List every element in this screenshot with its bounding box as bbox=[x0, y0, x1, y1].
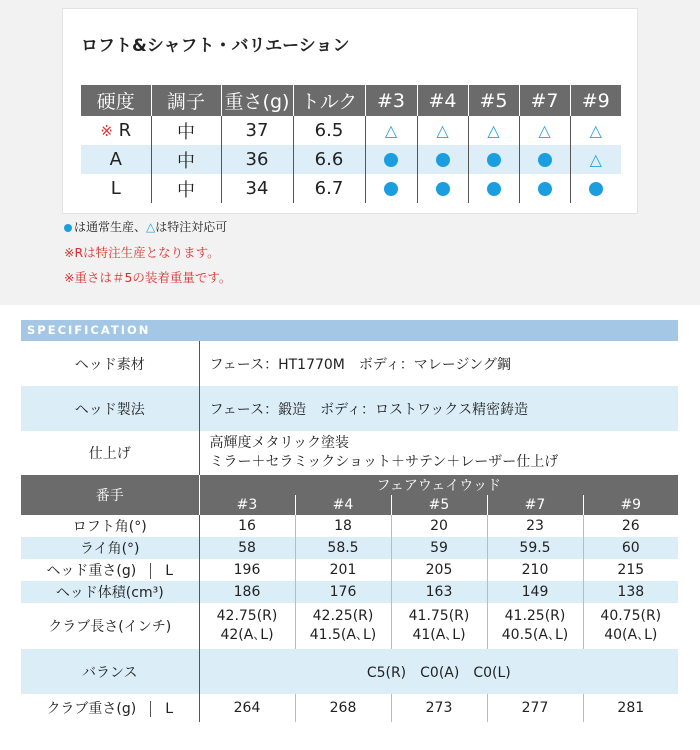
legend-dot-text: は通常生産、 bbox=[74, 220, 147, 234]
head-weight-label bbox=[21, 559, 199, 581]
loft-header-row bbox=[81, 85, 621, 116]
header-no9: #9 bbox=[570, 85, 621, 116]
triangle-icon: △ bbox=[589, 121, 602, 140]
finish-value-line2: ミラー＋セラミックショット＋サテン＋レーザー仕上げ bbox=[209, 454, 559, 470]
note-weight: ※重さは＃5の装着重量です。 bbox=[64, 270, 232, 285]
loft-value: 18 bbox=[295, 515, 391, 537]
head-weight-value: 201 bbox=[295, 559, 391, 581]
spec-row-club-weight bbox=[21, 694, 678, 722]
volume-value: 186 bbox=[199, 581, 295, 603]
dot-icon bbox=[436, 182, 450, 196]
triangle-icon: △ bbox=[487, 121, 500, 140]
flex-cell: 中 bbox=[151, 174, 221, 203]
balance-label: バランス bbox=[21, 649, 199, 694]
avail-cell bbox=[519, 116, 570, 145]
note-special-order: ※Rは特注生産となります。 bbox=[64, 245, 220, 260]
avail-cell bbox=[417, 116, 468, 145]
head-weight-sub: L bbox=[165, 563, 174, 579]
avail-cell bbox=[468, 145, 519, 174]
length-r: 42.75(R) bbox=[216, 608, 278, 624]
special-order-mark: ※ bbox=[100, 122, 113, 140]
loft-value: 20 bbox=[391, 515, 487, 537]
dot-icon bbox=[538, 182, 552, 196]
dot-icon bbox=[538, 153, 552, 167]
card-title: ロフト&シャフト・バリエーション bbox=[81, 36, 350, 56]
finish-label: 仕上げ bbox=[21, 431, 199, 475]
spec-row-loft bbox=[21, 515, 678, 537]
length-al: 41.5(A､L) bbox=[309, 627, 377, 643]
dot-icon bbox=[384, 153, 398, 167]
length-r: 41.25(R) bbox=[504, 608, 566, 624]
avail-cell bbox=[365, 116, 417, 145]
avail-cell bbox=[570, 174, 621, 203]
lie-value: 59 bbox=[391, 537, 487, 559]
dot-icon bbox=[589, 182, 603, 196]
divider bbox=[150, 563, 151, 579]
club-weight-label bbox=[21, 694, 199, 722]
head-material-value: フェース：HT1770M ボディ：マレージング鋼 bbox=[199, 341, 678, 386]
avail-cell bbox=[365, 145, 417, 174]
specification-table bbox=[21, 341, 678, 722]
header-torque: トルク bbox=[293, 85, 365, 116]
dot-icon bbox=[64, 224, 72, 232]
avail-cell bbox=[468, 116, 519, 145]
triangle-icon: △ bbox=[146, 220, 156, 234]
finish-value-line1: 高輝度メタリック塗装 bbox=[209, 435, 349, 451]
dot-icon bbox=[487, 153, 501, 167]
length-value bbox=[487, 603, 583, 649]
loft-value: 23 bbox=[487, 515, 583, 537]
dot-icon bbox=[384, 182, 398, 196]
table-row bbox=[81, 174, 621, 203]
balance-value: C5(R) C0(A) C0(L) bbox=[199, 649, 678, 694]
dot-icon bbox=[487, 182, 501, 196]
spec-row-balance bbox=[21, 649, 678, 694]
length-r: 41.75(R) bbox=[408, 608, 470, 624]
dot-icon bbox=[436, 153, 450, 167]
spec-row-finish bbox=[21, 431, 678, 475]
avail-cell bbox=[570, 145, 621, 174]
flex-cell: 中 bbox=[151, 145, 221, 174]
legend-triangle-text: は特注対応可 bbox=[155, 220, 228, 234]
finish-value bbox=[199, 431, 678, 475]
avail-cell bbox=[570, 116, 621, 145]
grade-value: A bbox=[109, 149, 122, 170]
fairway-wood-label: フェアウェイウッド bbox=[199, 475, 678, 495]
specification-section bbox=[0, 305, 700, 750]
length-label: クラブ長さ(インチ) bbox=[21, 603, 199, 649]
volume-value: 138 bbox=[583, 581, 678, 603]
header-no7: #7 bbox=[519, 85, 570, 116]
triangle-icon: △ bbox=[384, 121, 398, 140]
spec-row-length bbox=[21, 603, 678, 649]
header-no4: #4 bbox=[417, 85, 468, 116]
club-weight-sub: L bbox=[165, 701, 174, 717]
head-weight-value: 205 bbox=[391, 559, 487, 581]
length-value bbox=[391, 603, 487, 649]
grade-cell bbox=[81, 174, 151, 203]
table-row bbox=[81, 116, 621, 145]
header-hardness: 硬度 bbox=[81, 85, 151, 116]
lie-label: ライ角(°) bbox=[21, 537, 199, 559]
divider bbox=[150, 701, 151, 717]
number-no7: #7 bbox=[487, 495, 583, 515]
spec-row-lie bbox=[21, 537, 678, 559]
specification-header: SPECIFICATION bbox=[21, 320, 678, 341]
number-label: 番手 bbox=[21, 475, 199, 515]
triangle-icon: △ bbox=[538, 121, 551, 140]
triangle-icon: △ bbox=[436, 121, 449, 140]
loft-value: 16 bbox=[199, 515, 295, 537]
grade-cell bbox=[81, 116, 151, 145]
spec-row-volume bbox=[21, 581, 678, 603]
lie-value: 58 bbox=[199, 537, 295, 559]
volume-value: 163 bbox=[391, 581, 487, 603]
number-no5: #5 bbox=[391, 495, 487, 515]
flex-cell: 中 bbox=[151, 116, 221, 145]
weight-cell: 37 bbox=[221, 116, 293, 145]
length-value bbox=[199, 603, 295, 649]
header-weight: 重さ(g) bbox=[221, 85, 293, 116]
header-no5: #5 bbox=[468, 85, 519, 116]
length-al: 42(A､L) bbox=[220, 627, 274, 643]
torque-cell: 6.6 bbox=[293, 145, 365, 174]
club-weight-value: 264 bbox=[199, 694, 295, 722]
spec-row-head-weight bbox=[21, 559, 678, 581]
length-r: 40.75(R) bbox=[600, 608, 662, 624]
grade-cell bbox=[81, 145, 151, 174]
spec-row-head-method bbox=[21, 386, 678, 431]
grade-value: L bbox=[110, 178, 121, 199]
head-method-label: ヘッド製法 bbox=[21, 386, 199, 431]
loft-shaft-table bbox=[81, 85, 621, 203]
triangle-icon: △ bbox=[589, 150, 602, 169]
avail-cell bbox=[519, 174, 570, 203]
club-weight-text: クラブ重さ(g) bbox=[46, 701, 137, 717]
club-weight-value: 268 bbox=[295, 694, 391, 722]
loft-label: ロフト角(°) bbox=[21, 515, 199, 537]
volume-value: 176 bbox=[295, 581, 391, 603]
weight-cell: 34 bbox=[221, 174, 293, 203]
club-weight-value: 273 bbox=[391, 694, 487, 722]
spec-row-head-material bbox=[21, 341, 678, 386]
volume-value: 149 bbox=[487, 581, 583, 603]
length-value bbox=[583, 603, 678, 649]
avail-cell bbox=[365, 174, 417, 203]
torque-cell: 6.5 bbox=[293, 116, 365, 145]
head-weight-value: 196 bbox=[199, 559, 295, 581]
header-no3: #3 bbox=[365, 85, 417, 116]
weight-cell: 36 bbox=[221, 145, 293, 174]
head-method-value: フェース：鍛造 ボディ：ロストワックス精密鋳造 bbox=[199, 386, 678, 431]
length-al: 40.5(A､L) bbox=[501, 627, 569, 643]
number-no9: #9 bbox=[583, 495, 678, 515]
avail-cell bbox=[519, 145, 570, 174]
avail-cell bbox=[468, 174, 519, 203]
avail-cell bbox=[417, 174, 468, 203]
head-weight-text: ヘッド重さ(g) bbox=[46, 563, 137, 579]
length-value bbox=[295, 603, 391, 649]
length-al: 40(A､L) bbox=[604, 627, 658, 643]
loft-shaft-card bbox=[62, 8, 638, 214]
head-weight-value: 210 bbox=[487, 559, 583, 581]
availability-legend bbox=[64, 218, 227, 235]
spec-row-number-head bbox=[21, 475, 678, 495]
lie-value: 59.5 bbox=[487, 537, 583, 559]
number-no4: #4 bbox=[295, 495, 391, 515]
header-kick: 調子 bbox=[151, 85, 221, 116]
torque-cell: 6.7 bbox=[293, 174, 365, 203]
lie-value: 58.5 bbox=[295, 537, 391, 559]
club-weight-value: 281 bbox=[583, 694, 678, 722]
number-no3: #3 bbox=[199, 495, 295, 515]
loft-value: 26 bbox=[583, 515, 678, 537]
head-material-label: ヘッド素材 bbox=[21, 341, 199, 386]
table-row bbox=[81, 145, 621, 174]
lie-value: 60 bbox=[583, 537, 678, 559]
grade-value: R bbox=[118, 120, 132, 141]
head-weight-value: 215 bbox=[583, 559, 678, 581]
volume-label: ヘッド体積(cm³) bbox=[21, 581, 199, 603]
length-r: 42.25(R) bbox=[312, 608, 374, 624]
avail-cell bbox=[417, 145, 468, 174]
length-al: 41(A､L) bbox=[412, 627, 466, 643]
club-weight-value: 277 bbox=[487, 694, 583, 722]
